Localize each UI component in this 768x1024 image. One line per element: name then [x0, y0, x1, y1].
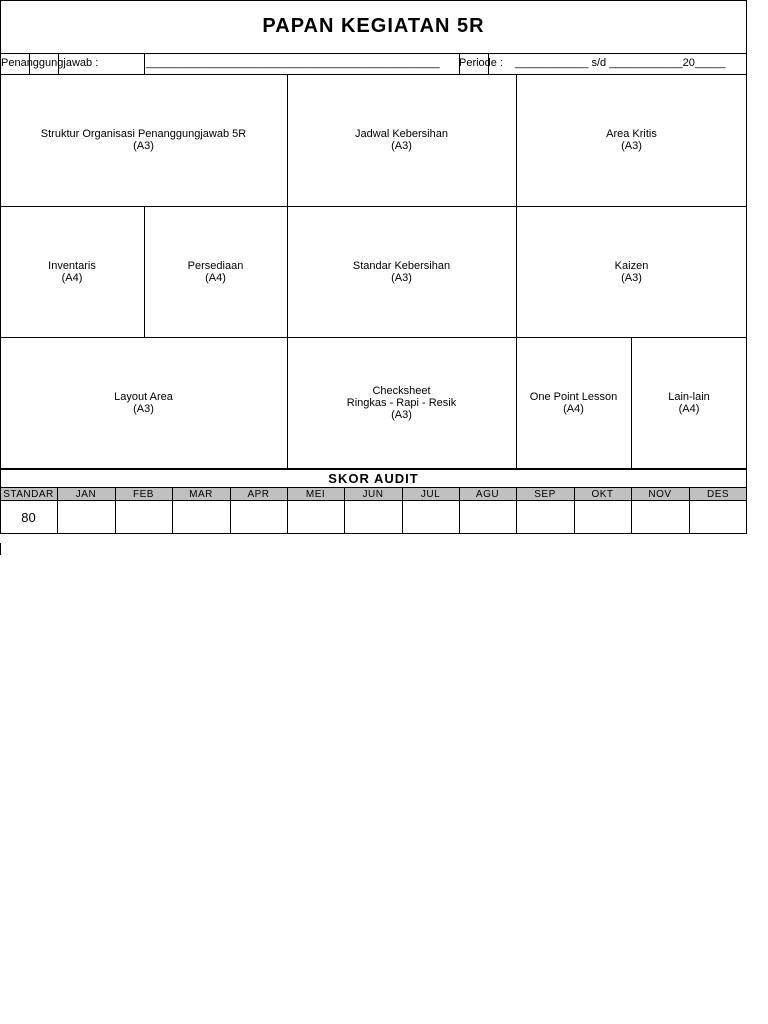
section-name: One Point Lesson [529, 390, 618, 403]
pic-label: Penanggungjawab : [1, 57, 99, 69]
page-title: PAPAN KEGIATAN 5R [262, 15, 485, 37]
section-layout [0, 337, 287, 468]
section-name: Inventaris [48, 259, 96, 272]
month-header: DES [706, 489, 730, 500]
section-inventaris [0, 206, 144, 337]
section-standar [287, 206, 516, 337]
period-label: Periode : [459, 57, 504, 69]
section-jadwal [287, 74, 516, 205]
section-name: Checksheet [372, 384, 431, 397]
month-header: MAR [189, 489, 213, 500]
divider [144, 53, 145, 74]
score-cell-mar[interactable] [172, 501, 229, 533]
section-size: (A3) [621, 271, 642, 284]
month-header: FEB [133, 489, 154, 500]
section-struktur [0, 74, 287, 205]
month-header: AGU [475, 489, 500, 500]
standard-header: STANDAR [3, 489, 54, 500]
section-kaizen [516, 206, 747, 337]
section-size: (A4) [205, 271, 226, 284]
section-name: Layout Area [114, 390, 173, 403]
score-cell-mei[interactable] [287, 501, 343, 533]
score-cell-des[interactable] [689, 501, 746, 533]
score-cell-feb[interactable] [115, 501, 171, 533]
section-lain [631, 337, 747, 468]
section-name: Jadwal Kebersihan [355, 127, 448, 140]
text-cursor [0, 543, 1, 555]
section-size: (A3) [391, 271, 412, 284]
month-header: OKT [591, 489, 614, 500]
section-name: Area Kritis [606, 127, 657, 140]
period-field[interactable]: ____________ s/d ____________20_____ [515, 57, 726, 69]
month-header: JUN [362, 489, 384, 500]
section-name: Kaizen [614, 259, 649, 272]
month-header: SEP [534, 489, 556, 500]
section-area-kritis [516, 74, 747, 205]
section-subtitle: Ringkas - Rapi - Resik [346, 396, 457, 409]
score-cell-jun[interactable] [344, 501, 401, 533]
pic-field[interactable]: ________________________________________________ [146, 57, 440, 69]
month-header: NOV [648, 489, 672, 500]
month-header: MEI [305, 489, 326, 500]
month-header: APR [247, 489, 270, 500]
section-name: Struktur Organisasi Penanggungjawab 5R [40, 127, 247, 140]
score-cell-okt[interactable] [574, 501, 630, 533]
section-opl [516, 337, 631, 468]
section-size: (A3) [133, 139, 154, 152]
section-checksheet [287, 337, 516, 468]
month-header: JAN [75, 489, 97, 500]
score-cell-nov[interactable] [631, 501, 688, 533]
section-size: (A3) [391, 139, 412, 152]
section-name: Lain-lain [668, 390, 710, 403]
divider [1, 53, 746, 54]
standard-score: 80 [21, 509, 36, 525]
score-cell-jan[interactable] [57, 501, 114, 533]
section-name: Standar Kebersihan [352, 259, 451, 272]
section-size: (A4) [678, 402, 700, 415]
section-persediaan [144, 206, 287, 337]
score-cell-agu[interactable] [459, 501, 515, 533]
section-name: Persediaan [187, 259, 244, 272]
audit-title: SKOR AUDIT [328, 471, 419, 486]
section-size: (A3) [133, 402, 154, 415]
score-cell-jul[interactable] [402, 501, 458, 533]
section-size: (A3) [391, 408, 412, 421]
section-size: (A3) [621, 139, 642, 152]
section-size: (A4) [61, 271, 83, 284]
section-size: (A4) [563, 402, 584, 415]
score-cell-sep[interactable] [516, 501, 573, 533]
month-header: JUL [420, 489, 441, 500]
score-cell-apr[interactable] [230, 501, 286, 533]
